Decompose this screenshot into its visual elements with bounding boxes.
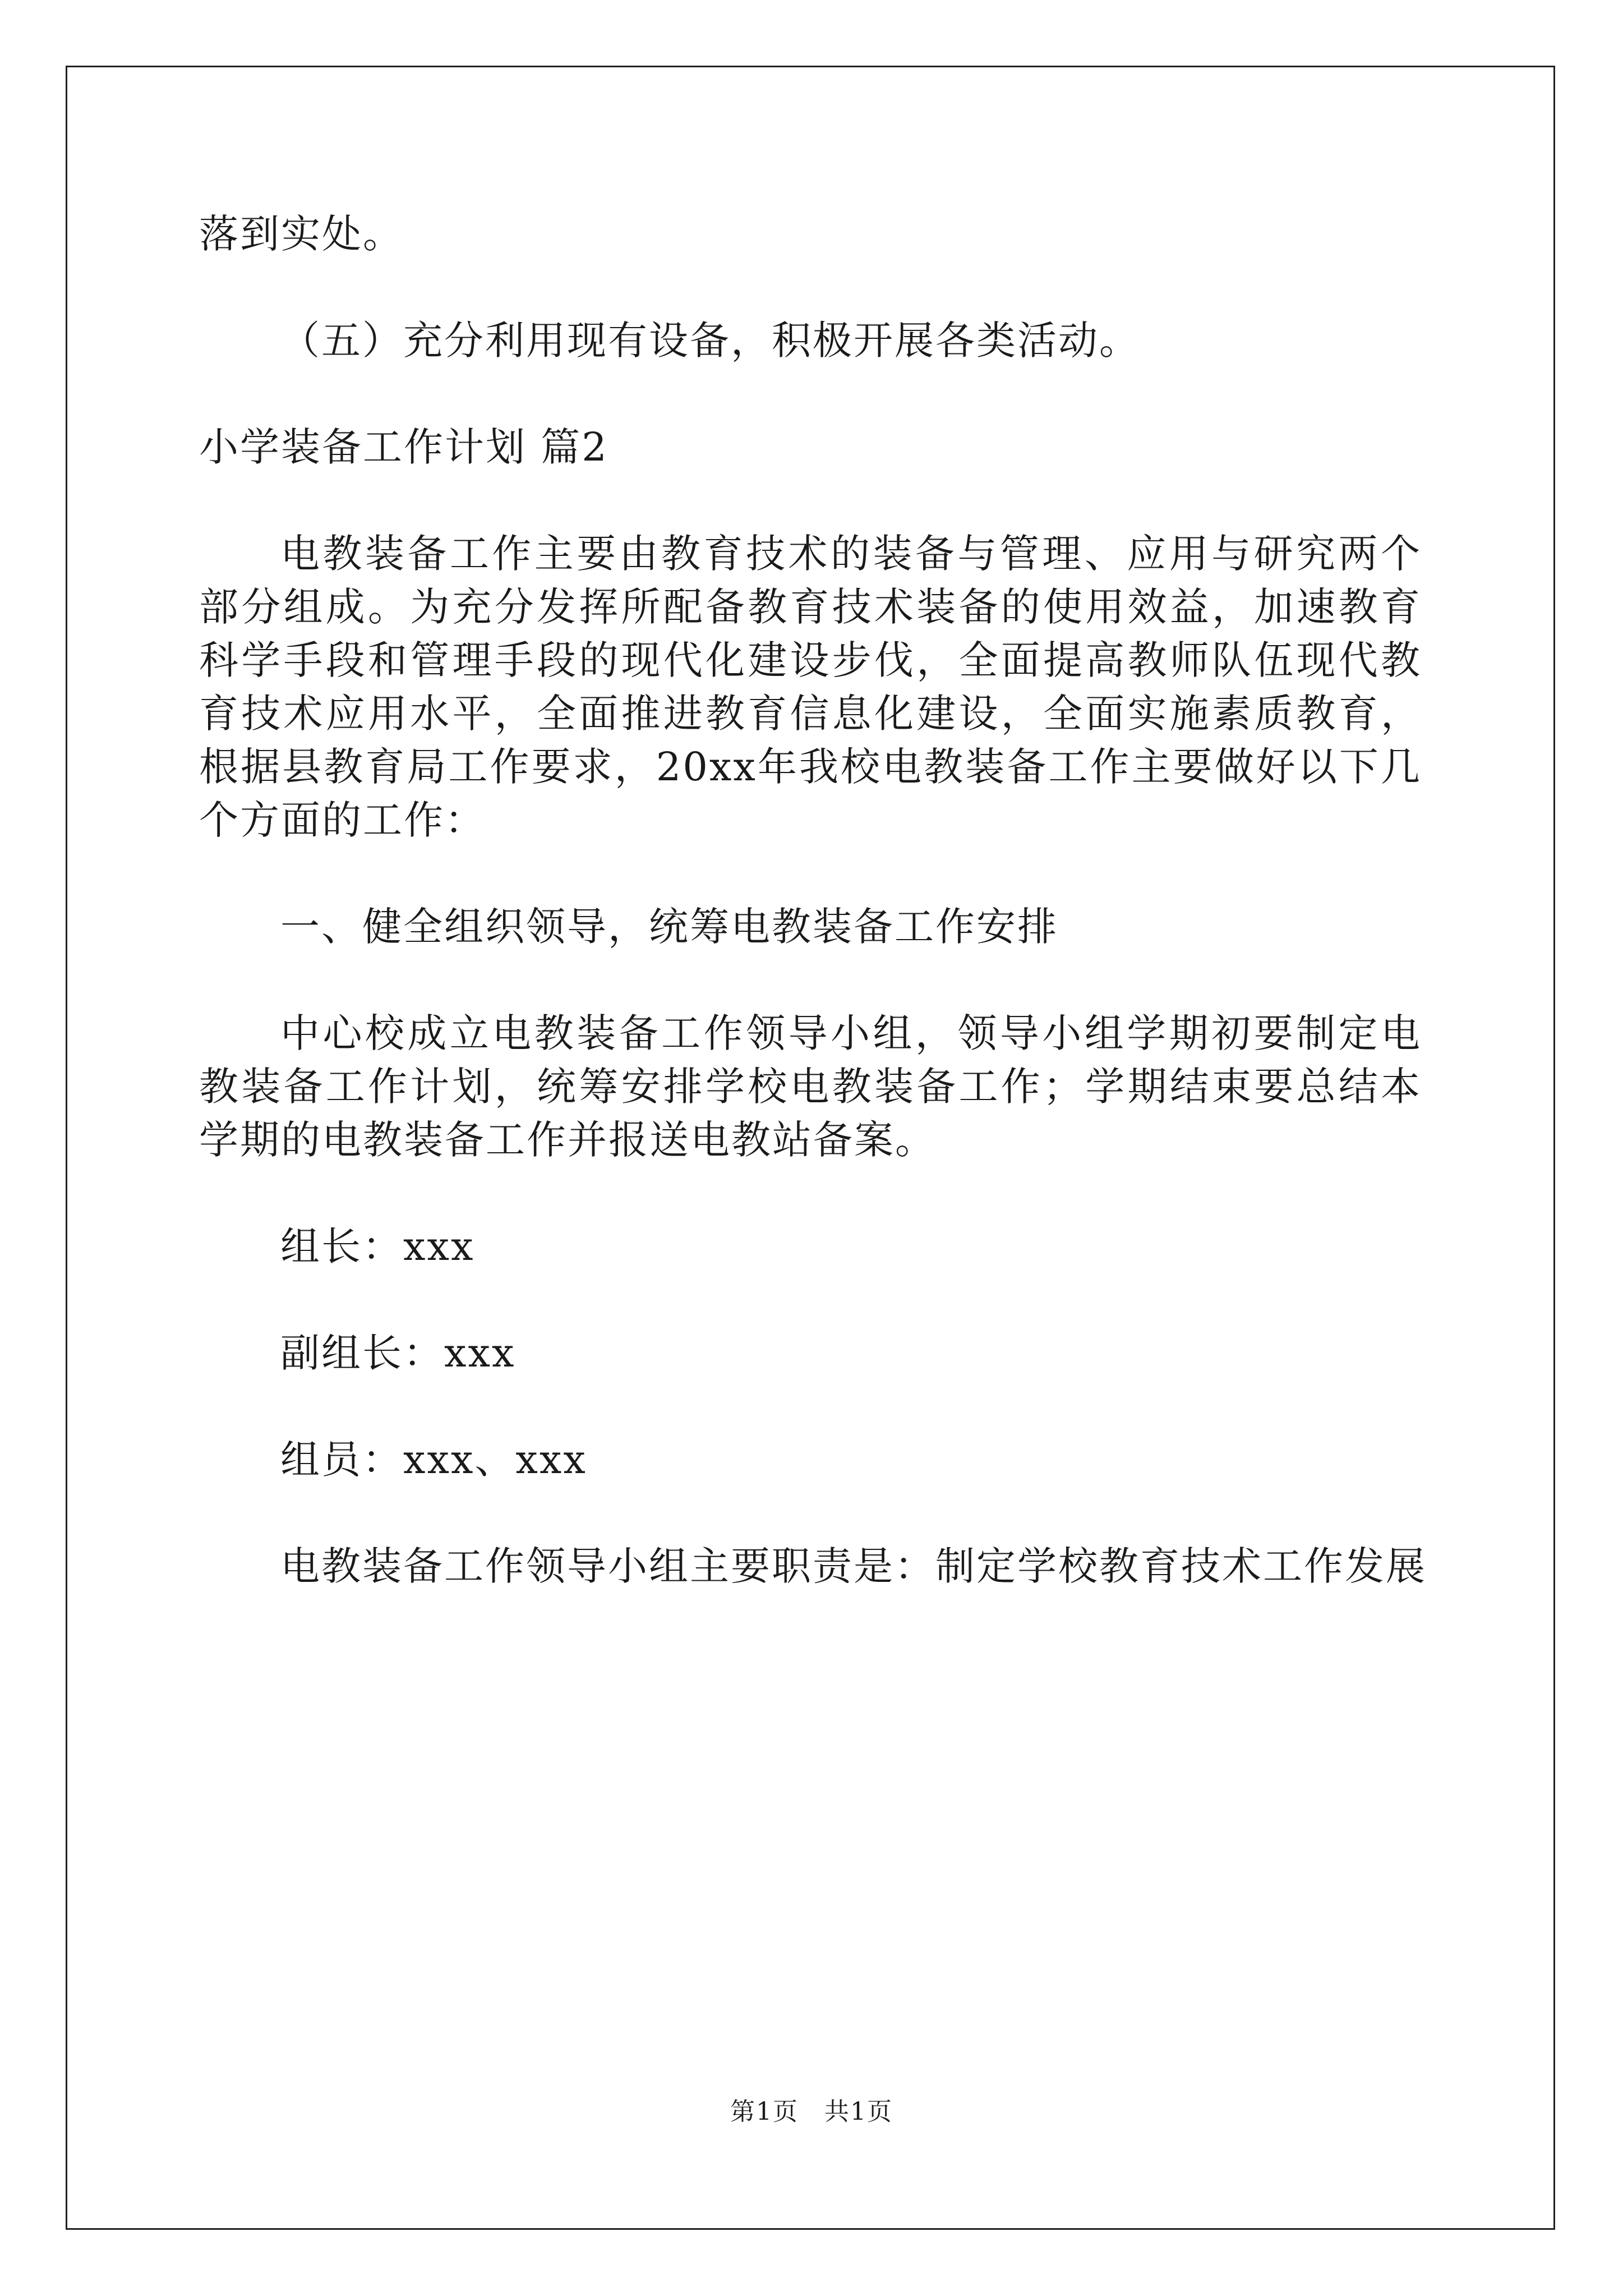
point-one-heading: 一、健全组织领导，统筹电教装备工作安排	[280, 904, 1058, 950]
page-footer: 第1页 共1页	[730, 2097, 893, 2126]
item-five: （五）充分利用现有设备，积极开展各类活动。	[280, 318, 1140, 364]
leader-line: 组长：xxx	[280, 1223, 475, 1269]
section-heading: 小学装备工作计划 篇2	[199, 424, 608, 470]
document-body	[199, 208, 1427, 1593]
paragraph-continuation: 落到实处。	[199, 211, 404, 257]
members-line: 组员：xxx、xxx	[280, 1437, 587, 1483]
duties-paragraph: 电教装备工作领导小组主要职责是：制定学校教育技术工作发展	[280, 1543, 1427, 1589]
point-one-body: 中心校成立电教装备工作领导小组，领导小组学期初要制定电教装备工作计划，统筹安排学校电教装备工作；学期结束要总结本学期的电教装备工作并报送电教站备案。	[199, 1010, 1422, 1163]
deputy-leader-line: 副组长：xxx	[280, 1330, 516, 1376]
intro-paragraph: 电教装备工作主要由教育技术的装备与管理、应用与研究两个部分组成。为充分发挥所配备教育技术装备的使用效益，加速教育科学手段和管理手段的现代化建设步伐，全面提高教师队伍现代教育技术应用水平，全面推进教育信息化建设，全面实施素质教育，根据县教育局工作要求，20xx年我校电教装备工作主要做好以下几个方面的工作：	[199, 531, 1422, 843]
